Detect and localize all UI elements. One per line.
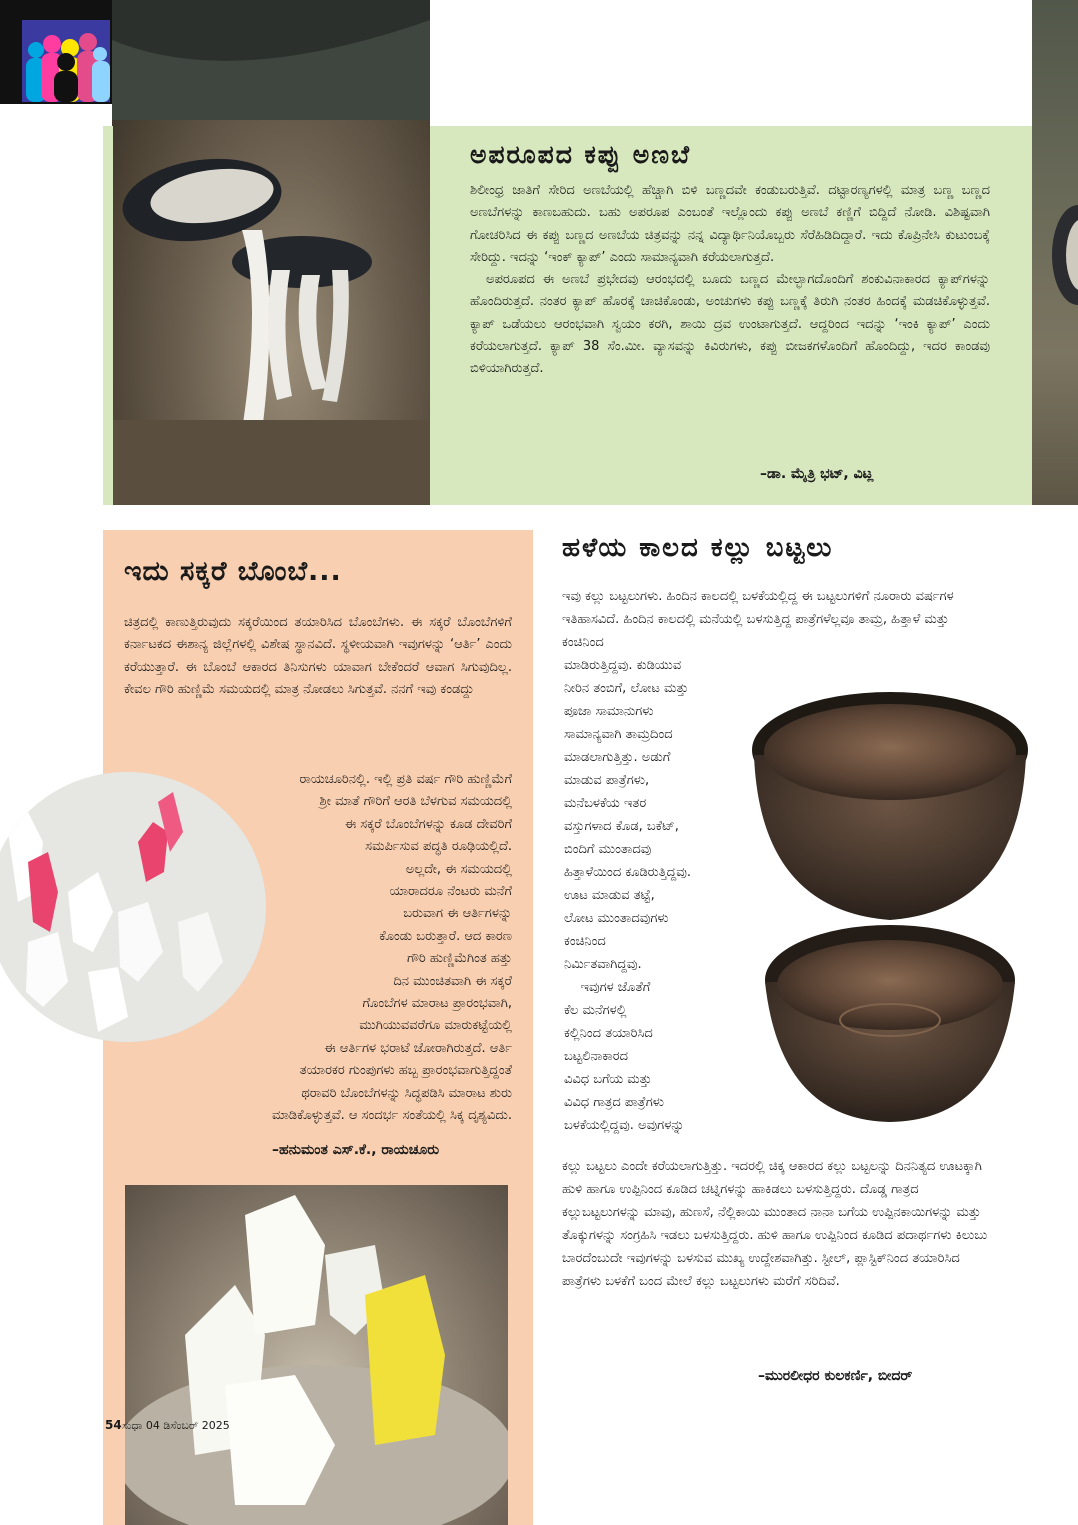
magazine-issue: ಸುಧಾ 04 ಡಿಸೆಂಬರ್ 2025 — [122, 1419, 230, 1432]
article3-body-intro: ಇವು ಕಲ್ಲು ಬಟ್ಟಲುಗಳು. ಹಿಂದಿನ ಕಾಲದಲ್ಲಿ ಬಳಕೆಯಲ್ಲಿದ್ದ ಈ ಬಟ್ಟಲುಗಳಿಗೆ ನೂರಾರು ವರ್ಷಗಳ ಇತಿಹಾಸವಿದೆ. ಹಿಂದಿನ ಕಾಲದಲ್ಲಿ ಮನೆಯಲ್ಲಿ ಬಳಸುತ್ತಿದ್ದ ಪಾತ್ರೆಗಳೆಲ್ಲವೂ ತಾಮ್ರ, ಹಿತ್ತಾಳೆ ಮತ್ತು ಕಂಚಿನಿಂದ — [562, 589, 954, 650]
article2-author: –ಹನುಮಂತ ಎಸ್.ಕೆ., ರಾಯಚೂರು — [272, 1142, 440, 1158]
article3-line: ಕಂಚಿನಿಂದ — [564, 934, 606, 949]
mushroom-photo-edge — [1032, 0, 1078, 505]
article2-line: ಕೊಂಡು ಬರುತ್ತಾರೆ. ಆದ ಕಾರಣ — [379, 928, 512, 944]
article3-line: ವಿವಿಧ ಗಾತ್ರದ ಪಾತ್ರೆಗಳು — [564, 1095, 664, 1110]
article3-line: ಮನೆಬಳಕೆಯ ಇತರ — [564, 796, 647, 811]
article2-line: ಗೊಂಬೆಗಳ ಮಾರಾಟ ಪ್ರಾರಂಭವಾಗಿ, — [362, 996, 512, 1012]
article2-line: ಈ ಸಕ್ಕರೆ ಬೊಂಬೆಗಳನ್ನು ಕೂಡ ದೇವರಿಗೆ — [344, 816, 512, 832]
article2-body-intro: ಚಿತ್ರದಲ್ಲಿ ಕಾಣುತ್ತಿರುವುದು ಸಕ್ಕರೆಯಿಂದ ತಯಾರಿಸಿದ ಬೊಂಬೆಗಳು. ಈ ಸಕ್ಕರೆ ಬೊಂಬೆಗಳಿಗೆ ಕರ್ನಾಟಕದ ಈಶಾನ್ಯ ಜಿಲ್ಲೆಗಳಲ್ಲಿ ವಿಶೇಷ ಸ್ಥಾನವಿದೆ. ಸ್ಥಳೀಯವಾಗಿ ಇವುಗಳನ್ನು ‘ಆರ್ತಿ’ ಎಂದು ಕರೆಯುತ್ತಾರೆ. ಈ ಬೊಂಬೆ ಆಕಾರದ ತಿನಿಸುಗಳು ಯಾವಾಗ ಬೇಕೆಂದರೆ ಆವಾಗ ಸಿಗುವುದಿಲ್ಲ. ಕೇವಲ ಗೌರಿ ಹುಣ್ಣಿಮೆ ಸಮಯದಲ್ಲಿ ಮಾತ್ರ ನೋಡಲು ಸಿಗುತ್ತವೆ. ನನಗೆ ಇವು ಕಂಡದ್ದು — [124, 615, 512, 698]
article2-line: ತಯಾರಕರ ಗುಂಪುಗಳು ಹಬ್ಬ ಪ್ರಾರಂಭವಾಗುತ್ತಿದ್ದಂತೆ — [299, 1063, 512, 1079]
people-logo-icon — [22, 20, 110, 102]
article3-line: ಮಾಡುವ ಪಾತ್ರೆಗಳು, — [564, 773, 650, 788]
article3-line: ನೀರಿನ ತಂಬಿಗೆ, ಲೋಟ ಮತ್ತು — [564, 681, 689, 696]
article2-line: ಮುಗಿಯುವವರೆಗೂ ಮಾರುಕಟ್ಟೆಯಲ್ಲಿ — [359, 1018, 512, 1034]
article2-line: ಅಲ್ಲದೇ, ಈ ಸಮಯದಲ್ಲಿ — [405, 861, 512, 877]
article3-line: ಕಲ್ಲಿನಿಂದ ತಯಾರಿಸಿದ — [564, 1026, 653, 1041]
sugar-dolls-circle-photo — [0, 772, 266, 1042]
article2-line: ಗೌರಿ ಹುಣ್ಣಿಮೆಗಿಂತ ಹತ್ತು — [407, 951, 512, 967]
article1-body — [470, 180, 990, 381]
article2-line: ಶ್ರೀ ಮಾತೆ ಗೌರಿಗೆ ಆರತಿ ಬೆಳಗುವ ಸಮಯದಲ್ಲಿ — [319, 794, 512, 810]
article3-body-wrapped — [564, 654, 764, 1137]
article2-line: ಸಮರ್ಪಿಸುವ ಪದ್ಧತಿ ರೂಢಿಯಲ್ಲಿದೆ. — [365, 839, 512, 855]
article3-line: ಮಾಡಿರುತ್ತಿದ್ದವು. ಕುಡಿಯುವ — [564, 658, 682, 673]
article3-author: –ಮುರಲೀಧರ ಕುಲಕರ್ಣಿ, ಬೀದರ್ — [758, 1368, 913, 1384]
article3-line: ಬಳಕೆಯಲ್ಲಿದ್ದವು. ಅವುಗಳನ್ನು — [564, 1118, 685, 1133]
article3-line: ಸಾಮಾನ್ಯವಾಗಿ ತಾಮ್ರದಿಂದ — [564, 727, 673, 742]
article3-line: ಊಟ ಮಾಡುವ ತಟ್ಟೆ, — [564, 888, 655, 903]
article3-line: ಇವುಗಳ ಜೊತೆಗೆ — [564, 980, 651, 995]
article3-line: ವಿವಿಧ ಬಗೆಯ ಮತ್ತು — [564, 1072, 652, 1087]
stone-bowls-photo — [740, 660, 1030, 1130]
article2-line: ಯಾರಾದರೂ ನೆಂಟರು ಮನೆಗೆ — [389, 884, 512, 900]
article2-line: ಥರಾವರಿ ಬೊಂಬೆಗಳನ್ನು ಸಿದ್ಧಪಡಿಸಿ ಮಾರಾಟ ಶುರು — [301, 1085, 512, 1101]
article2-line: ಈ ಆರ್ತಿಗಳ ಭರಾಟೆ ಜೋರಾಗಿರುತ್ತದೆ. ಆರ್ತಿ — [324, 1040, 512, 1056]
article3-line: ಬಟ್ಟಲಿನಾಕಾರದ — [564, 1049, 629, 1064]
article3-line: ನಿರ್ಮಿತವಾಗಿದ್ದವು. — [564, 957, 642, 972]
sugar-dolls-plate-photo — [125, 1185, 508, 1525]
page-number: 54 — [105, 1418, 122, 1432]
article1-paragraph: ಶಿಲೀಂಧ್ರ ಜಾತಿಗೆ ಸೇರಿದ ಅಣಬೆಯಲ್ಲಿ ಹೆಚ್ಚಾಗಿ ಬಿಳಿ ಬಣ್ಣದವೇ ಕಂಡುಬರುತ್ತಿವೆ. ದಟ್ಟಾರಣ್ಯಗಳಲ್ಲಿ ಮಾತ್ರ ಬಣ್ಣ ಬಣ್ಣದ ಅಣಬೆಗಳನ್ನು ಕಾಣಬಹುದು. ಬಹು ಅಪರೂಪ ಎಂಬಂತೆ ಇಲ್ಲೊಂದು ಕಪ್ಪು ಅಣಬೆ ಕಣ್ಣಿಗೆ ಬಿದ್ದಿದೆ ನೋಡಿ. ವಿಶಿಷ್ಟವಾಗಿ ಗೋಚರಿಸಿದ ಈ ಕಪ್ಪು ಬಣ್ಣದ ಅಣಬೆಯ ಚಿತ್ರವನ್ನು ನನ್ನ ವಿದ್ಯಾರ್ಥಿನಿಯೊಬ್ಬರು ಸೆರೆಹಿಡಿದಿದ್ದಾರೆ. ಇದು ಕೊಪ್ರಿನೇಸಿ ಕುಟುಂಬಕ್ಕೆ ಸೇರಿದ್ದು. ಇದನ್ನು ‘ಇಂಕ್ ಕ್ಯಾಪ್’ ಎಂದು ಸಾಮಾನ್ಯವಾಗಿ ಕರೆಯಲಾಗುತ್ತದೆ. — [470, 183, 990, 265]
black-mushroom-photo — [112, 0, 430, 505]
article3-line: ಲೋಟ ಮುಂತಾದವುಗಳು — [564, 911, 669, 926]
article3-line: ಮಾಡಲಾಗುತ್ತಿತ್ತು. ಅಡುಗೆ — [564, 750, 671, 765]
article3-line: ಹಿತ್ತಾಳೆಯಿಂದ ಕೂಡಿರುತ್ತಿದ್ದವು. — [564, 865, 691, 880]
article1-background-strip — [103, 126, 113, 505]
article2-line: ಮಾಡಿಕೊಳ್ಳುತ್ತವೆ. ಆ ಸಂದರ್ಭ ಸಂತೆಯಲ್ಲಿ ಸಿಕ್ಕ ದೃಶ್ಯವಿದು. — [271, 1108, 512, 1124]
article2-line: ದಿನ ಮುಂಚಿತವಾಗಿ ಈ ಸಕ್ಕರೆ — [393, 973, 512, 989]
article3-line: ಬಿಂದಿಗೆ ಮುಂತಾದವು — [564, 842, 652, 857]
article1-title: ಅಪರೂಪದ ಕಪ್ಪು ಅಣಬೆ — [470, 140, 692, 169]
article3-title: ಹಳೆಯ ಕಾಲದ ಕಲ್ಲು ಬಟ್ಟಲು — [562, 533, 834, 563]
article2-title: ಇದು ಸಕ್ಕರೆ ಬೊಂಬೆ... — [124, 556, 342, 587]
article3-body-end: ಕಲ್ಲು ಬಟ್ಟಲು ಎಂದೇ ಕರೆಯಲಾಗುತ್ತಿತ್ತು. ಇದರಲ್ಲಿ ಚಿಕ್ಕ ಆಕಾರದ ಕಲ್ಲು ಬಟ್ಟಲನ್ನು ದಿನನಿತ್ಯದ ಊಟಕ್ಕಾಗಿ ಹುಳಿ ಹಾಗೂ ಉಪ್ಪಿನಿಂದ ಕೂಡಿದ ಚಟ್ನಿಗಳನ್ನು ಹಾಕಿಡಲು ಬಳಸುತ್ತಿದ್ದರು. ದೊಡ್ಡ ಗಾತ್ರದ ಕಲ್ಲುಬಟ್ಟಲುಗಳನ್ನು ಮಾವು, ಹುಣಸೆ, ನೆಲ್ಲಿಕಾಯಿ ಮುಂತಾದ ನಾನಾ ಬಗೆಯ ಉಪ್ಪಿನಕಾಯಿಗಳನ್ನು ಮತ್ತು ತೊಕ್ಕುಗಳನ್ನು ಸಂಗ್ರಹಿಸಿ ಇಡಲು ಬಳಸುತ್ತಿದ್ದರು. ಹುಳಿ ಹಾಗೂ ಉಪ್ಪಿನಿಂದ ಕೂಡಿದ ಪದಾರ್ಥಗಳು ಕಿಲುಬು ಬಾರದೆಂಬುದೇ ಇವುಗಳನ್ನು ಬಳಸುವ ಮುಖ್ಯ ಉದ್ದೇಶವಾಗಿತ್ತು. ಸ್ಟೀಲ್, ಪ್ಲಾಸ್ಟಿಕ್‌ನಿಂದ ತಯಾರಿಸಿದ ಪಾತ್ರೆಗಳು ಬಳಕೆಗೆ ಬಂದ ಮೇಲೆ ಕಲ್ಲು ಬಟ್ಟಲುಗಳು ಮರೆಗೆ ಸರಿದಿವೆ. — [562, 1159, 988, 1289]
article2-line: ರಾಯಚೂರಿನಲ್ಲಿ. ಇಲ್ಲಿ ಪ್ರತಿ ವರ್ಷ ಗೌರಿ ಹುಣ್ಣಿಮೆಗೆ — [299, 772, 512, 787]
article3-line: ಪೂಜಾ ಸಾಮಾನುಗಳು — [564, 704, 654, 719]
article2-line: ಬರುವಾಗ ಈ ಆರ್ತಿಗಳನ್ನು — [403, 906, 512, 922]
article3-line: ವಸ್ತುಗಳಾದ ಕೊಡ, ಬಕೆಟ್, — [564, 819, 679, 834]
article1-paragraph: ಅಪರೂಪದ ಈ ಅಣಬೆ ಪ್ರಭೇದವು ಆರಂಭದಲ್ಲಿ ಬೂದು ಬಣ್ಣದ ಮೇಲ್ಭಾಗದೊಂದಿಗೆ ಶಂಕುವಿನಾಕಾರದ ಕ್ಯಾಪ್‌ಗಳನ್ನು ಹೊಂದಿರುತ್ತದೆ. ನಂತರ ಕ್ಯಾಪ್ ಹೊರಕ್ಕೆ ಚಾಚಿಕೊಂಡು, ಅಂಚುಗಳು ಕಪ್ಪು ಬಣ್ಣಕ್ಕೆ ತಿರುಗಿ ನಂತರ ಹಿಂದಕ್ಕೆ ಮಡಚಿಕೊಳ್ಳುತ್ತವೆ. ಕ್ಯಾಪ್ ಒಡೆಯಲು ಆರಂಭವಾಗಿ ಸ್ವಯಂ ಕರಗಿ, ಶಾಯಿ ದ್ರವ ಉಂಟಾಗುತ್ತದೆ. ಆದ್ದರಿಂದ ಇದನ್ನು ‘ಇಂಕಿ ಕ್ಯಾಪ್’ ಎಂದು ಕರೆಯಲಾಗುತ್ತದೆ. ಕ್ಯಾಪ್ 38 ಸೆಂ.ಮೀ. ವ್ಯಾಸವನ್ನು ಕಿವಿರುಗಳು, ಕಪ್ಪು ಬೀಜಕಗಳೊಂದಿಗೆ ಹೊಂದಿದ್ದು, ಇದರ ಕಾಂಡವು ಬಿಳಿಯಾಗಿರುತ್ತದೆ. — [470, 272, 990, 377]
article1-author: –ಡಾ. ಮೈತ್ರಿ ಭಟ್, ವಿಟ್ಲ — [760, 466, 874, 482]
article3-line: ಕೆಲ ಮನೆಗಳಲ್ಲಿ — [564, 1003, 627, 1018]
